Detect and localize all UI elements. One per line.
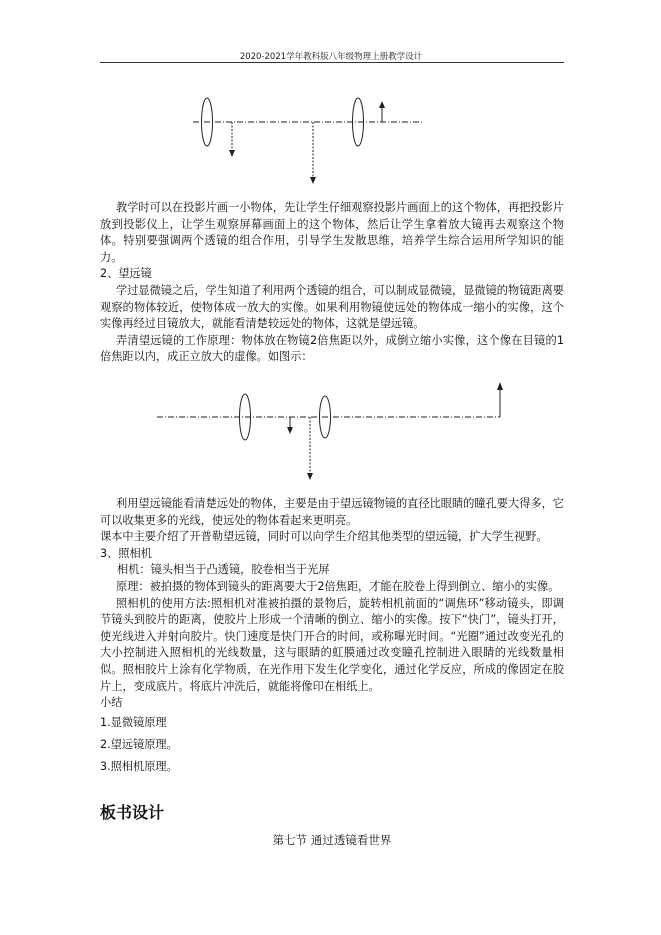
- summary-title: 小结: [100, 696, 123, 710]
- microscope-lens-diagram: [0, 0, 661, 200]
- paragraph-telescope-principle: 弄清望远镜的工作原理：物体放在物镜2倍焦距以外，成倒立缩小实像，这个像在目镜的1倍焦距以内，成正立放大的虚像。如图示：: [100, 333, 564, 364]
- paragraph-projector: 教学时可以在投影片画一小物体，先让学生仔细观察投影片画面上的这个物体，再把投影片放到投影仪上，让学生观察屏幕画面上的这个物体，然后让学生拿着放大镜再去观察这个物体。特别要强调两个透镜的组合作用，引导学生发散思维，培养学生综合运用所学知识的能力。: [100, 201, 564, 264]
- real-image-arrow: [229, 122, 235, 157]
- object-arrow: [379, 101, 385, 122]
- paragraph-camera-principle: 原理：被拍摄的物体到镜头的距离要大于2倍焦距，才能在胶卷上得到倒立、缩小的实像。: [116, 579, 560, 593]
- paragraph-camera-usage: 照相机的使用方法:照相机对准被拍摄的景物后，旋转相机前面的“调焦环”移动镜头，即调节镜头到胶片的距离，使胶片上形成一个清晰的倒立、缩小的实像。按下“快门”，镜头打开，使光线进入并射向胶片。快门速度是快门开合的时间，或称曝光时间。“光圈”通过改变光孔的大小控制进入照相机的光线数量，这与眼睛的虹膜通过改变瞳孔控制进入眼睛的光线数量相似。照相胶片上涂有化学物质，在光作用下发生化学变化，通过化学反应，所成的像固定在胶片上，变成底片。将底片冲洗后，就能将像印在相纸上。: [100, 596, 564, 693]
- heading-telescope: 2、望远镜: [100, 267, 152, 281]
- telescope-lens-diagram: [0, 370, 661, 510]
- text-block-1: [100, 200, 564, 366]
- real-image-arrow: [287, 417, 293, 434]
- heading-camera: 3、照相机: [100, 546, 152, 560]
- paragraph-telescope-intro: 学过显微镜之后，学生知道了利用两个透镜的组合，可以制成显微镜，显微镜的物镜距离要观察的物体较近，使物体成一放大的实像。如果利用物镜使远处的物体成一缩小的实像，这个实像再经过目镜放大，就能看清楚较远处的物体，这就是望远镜。: [100, 283, 564, 331]
- summary-item: 1.显微镜原理: [100, 715, 167, 729]
- paragraph-telescope-brightness: 利用望远镜能看清楚远处的物体，主要是由于望远镜物镜的直径比眼睛的瞳孔要大得多，它可以收集更多的光线，使远处的物体看起来更明亮。: [100, 497, 564, 527]
- paragraph-camera-parts: 相机：镜头相当于凸透镜，胶卷相当于光屏: [117, 563, 330, 577]
- virtual-image-arrow: [310, 122, 316, 184]
- summary-item: 2.望远镜原理。: [100, 737, 178, 751]
- paragraph-telescope-types: 课本中主要介绍了开普勒望远镜，同时可以向学生介绍其他类型的望远镜，扩大学生视野。: [100, 530, 548, 544]
- board-design-subtitle: 第七节 通过透镜看世界: [272, 833, 392, 847]
- board-design-title: 板书设计: [100, 803, 165, 822]
- virtual-image-arrow: [307, 417, 313, 480]
- summary-item: 3.照相机原理。: [100, 759, 178, 773]
- page-header: 2020-2021学年教科版八年级物理上册教学设计: [239, 52, 423, 62]
- text-block-2: [100, 496, 564, 778]
- object-arrow: [497, 382, 503, 417]
